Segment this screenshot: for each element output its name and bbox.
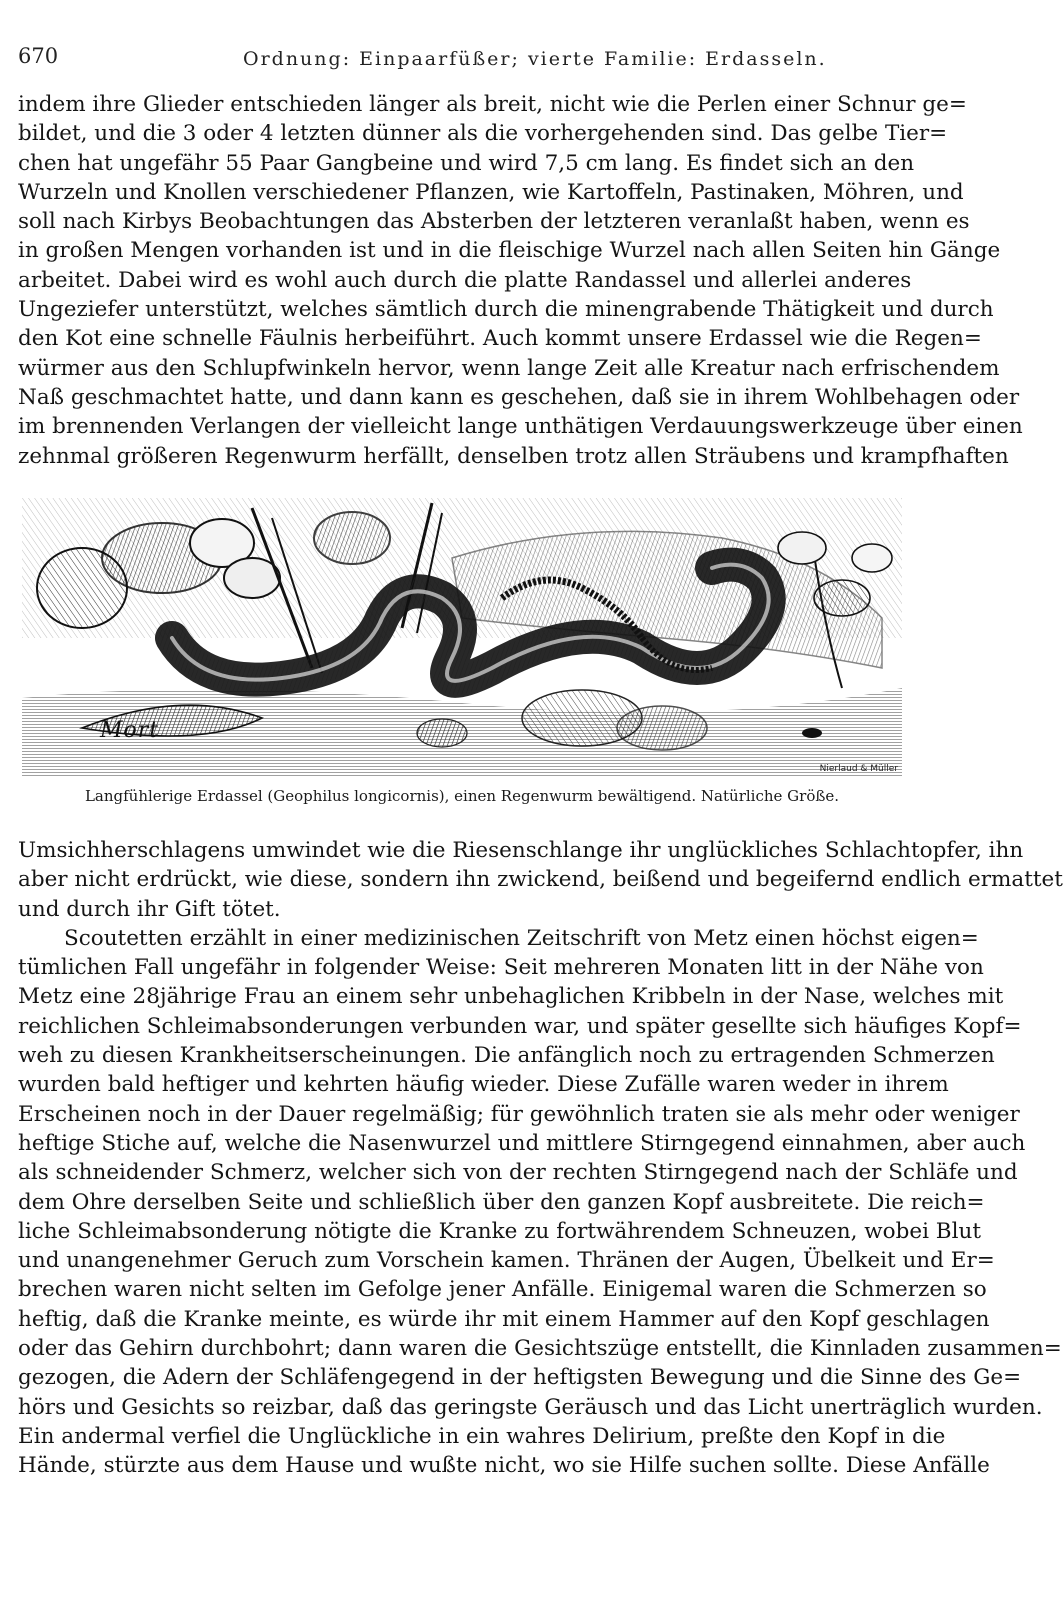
text-line: heftig, daß die Kranke meinte, es würde ihr mit einem Hammer auf den Kopf geschlagen [18,1306,990,1332]
running-header [18,40,910,74]
running-title: Ordnung: Einpaarfüßer; vierte Familie: Erdasseln. [243,48,827,70]
text-line: im brennenden Verlangen der vielleicht lange unthätigen Verdauungswerkzeuge über einen [18,414,1023,440]
text-line: Umsichherschlagens umwindet wie die Riesenschlange ihr unglückliches Schlachtopfer, ihn [18,838,1024,863]
text-line: in großen Mengen vorhanden ist und in die fleischige Wurzel nach allen Seiten hin Gänge [18,238,1001,264]
text-line: und durch ihr Gift tötet. [18,896,281,922]
text-line: zehnmal größeren Regenwurm herfällt, denselben trotz allen Sträubens und krampfhaften [18,443,1009,469]
bottom-paragraphs [18,836,1063,1481]
text-line: chen hat ungefähr 55 Paar Gangbeine und wird 7,5 cm lang. Es findet sich an den [18,150,915,176]
top-paragraph [18,90,1023,471]
text-line: liche Schleimabsonderung nötigte die Kranke zu fortwährendem Schneuzen, wobei Blut [18,1218,981,1244]
text-line: gezogen, die Adern der Schläfengegend in der heftigsten Bewegung und die Sinne des Ge= [18,1365,1022,1391]
text-line: tümlichen Fall ungefähr in folgender Weise: Seit mehreren Monaten litt in der Nähe von [18,955,984,981]
text-line: reichlichen Schleimabsonderungen verbunden war, und später gesellte sich häufiges Kopf= [18,1013,1022,1039]
text-line: arbeitet. Dabei wird es wohl auch durch die platte Randassel und allerlei anderes [18,267,912,293]
text-line: als schneidender Schmerz, welcher sich von der rechten Stirngegend nach der Schläfe und [18,1160,1018,1186]
text-line: Metz eine 28jährige Frau an einem sehr unbehaglichen Kribbeln in der Nase, welches mit [18,984,1004,1010]
figure-caption: Langfühlerige Erdassel (Geophilus longicornis), einen Regenwurm bewältigend. Natürliche Größe. [84,787,840,805]
text-line: bildet, und die 3 oder 4 letzten dünner als die vorhergehenden sind. Das gelbe Tier= [18,121,948,147]
text-line: heftige Stiche auf, welche die Nasenwurzel und mittlere Stirngegend einnahmen, aber auch [18,1130,1026,1156]
page-number: 670 [18,44,59,68]
text-line: hörs und Gesichts so reizbar, daß das geringste Geräusch und das Licht unerträglich wurden. [18,1394,1043,1420]
illustration-centipede-earthworm [22,498,902,776]
text-line: brechen waren nicht selten im Gefolge jener Anfälle. Einigemal waren die Schmerzen so [18,1277,987,1303]
text-line: Naß geschmachtet hatte, und dann kann es geschehen, daß sie in ihrem Wohlbehagen oder [18,384,1020,410]
engraver-credit: Nierlaud & Müller [819,764,898,774]
text-line: und unangenehmer Geruch zum Vorschein kamen. Thränen der Augen, Übelkeit und Er= [18,1248,995,1274]
text-line: Scoutetten erzählt in einer medizinischen Zeitschrift von Metz einen höchst eigen= [64,925,979,951]
text-line: aber nicht erdrückt, wie diese, sondern ihn zwickend, beißend und begeifernd endlich ermattet [18,867,1063,893]
text-line: oder das Gehirn durchbohrt; dann waren die Gesichtszüge entstellt, die Kinnladen zusammen= [18,1336,1062,1362]
text-line: dem Ohre derselben Seite und schließlich über den ganzen Kopf ausbreitete. Die reich= [18,1189,985,1215]
text-line: indem ihre Glieder entschieden länger als breit, nicht wie die Perlen einer Schnur ge= [18,92,967,117]
text-line: weh zu diesen Krankheitserscheinungen. Die anfänglich noch zu ertragenden Schmerzen [18,1043,995,1069]
artist-signature: Mort [100,718,160,743]
text-line: soll nach Kirbys Beobachtungen das Absterben der letzteren veranlaßt haben, wenn es [18,209,970,235]
text-line: Ein andermal verfiel die Unglückliche in ein wahres Delirium, preßte den Kopf in die [18,1423,946,1449]
text-line: würmer aus den Schlupfwinkeln hervor, wenn lange Zeit alle Kreatur nach erfrischendem [18,355,1000,381]
text-line: Ungeziefer unterstützt, welches sämtlich durch die minengrabende Thätigkeit und durch [18,297,994,323]
text-line: Erscheinen noch in der Dauer regelmäßig; für gewöhnlich traten sie als mehr oder weniger [18,1101,1020,1127]
text-line: Hände, stürzte aus dem Hause und wußte nicht, wo sie Hilfe suchen sollte. Diese Anfälle [18,1453,990,1479]
text-line: den Kot eine schnelle Fäulnis herbeiführt. Auch kommt unsere Erdassel wie die Regen= [18,326,982,352]
text-line: Wurzeln und Knollen verschiedener Pflanzen, wie Kartoffeln, Pastinaken, Möhren, und [18,179,964,205]
text-line: wurden bald heftiger und kehrten häufig wieder. Diese Zufälle waren weder in ihrem [18,1072,949,1098]
